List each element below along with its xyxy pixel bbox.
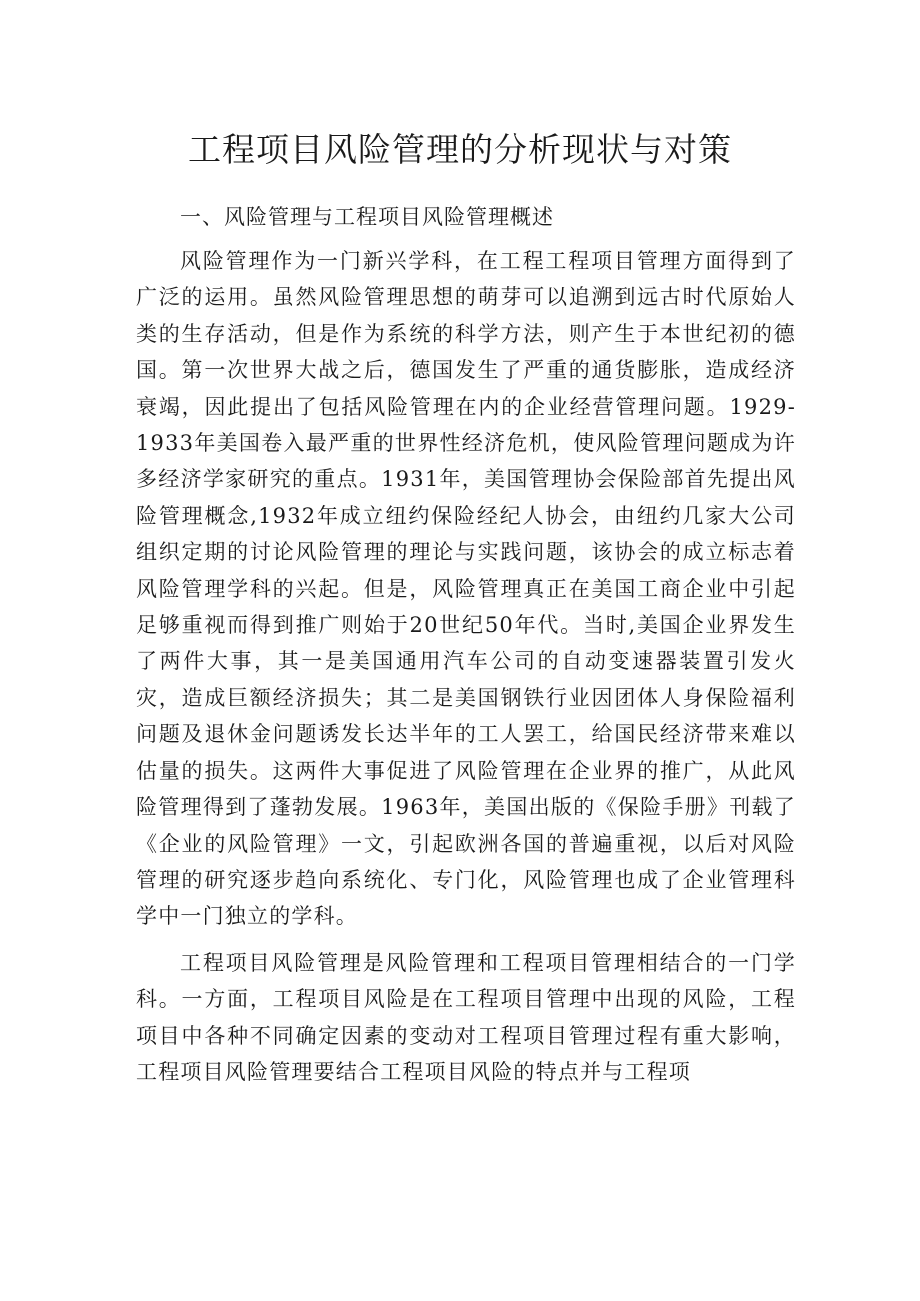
document-body [136, 199, 796, 1100]
paragraph-1: 风险管理作为一门新兴学科，在工程工程项目管理方面得到了广泛的运用。虽然风险管理思想的萌芽可以追溯到远古时代原始人类的生存活动，但是作为系统的科学方法，则产生于本世纪初的德国。第一次世界大战之后，德国发生了严重的通货膨胀，造成经济衰竭，因此提出了包括风险管理在内的企业经营管理问题。1929-1933年美国卷入最严重的世界性经济危机，使风险管理问题成为许多经济学家研究的重点。1931年，美国管理协会保险部首先提出风险管理概念,1932年成立纽约保险经纪人协会，由纽约几家大公司组织定期的讨论风险管理的理论与实践问题，该协会的成立标志着风险管理学科的兴起。但是，风险管理真正在美国工商企业中引起足够重视而得到推广则始于20世纪50年代。当时,美国企业界发生了两件大事，其一是美国通用汽车公司的自动变速器装置引发火灾，造成巨额经济损失；其二是美国钢铁行业因团体人身保险福利问题及退休金问题诱发长达半年的工人罢工，给国民经济带来难以估量的损失。这两件大事促进了风险管理在企业界的推广，从此风险管理得到了蓬勃发展。1963年，美国出版的《保险手册》刊载了《企业的风险管理》一文，引起欧洲各国的普遍重视，以后对风险管理的研究逐步趋向系统化、专门化，风险管理也成了企业管理科学中一门独立的学科。 [136, 249, 796, 929]
document-title: 工程项目风险管理的分析现状与对策 [188, 130, 732, 169]
paragraph-2: 工程项目风险管理是风险管理和工程项目管理相结合的一门学科。一方面，工程项目风险是在工程项目管理中出现的风险，工程项目中各种不同确定因素的变动对工程项目管理过程有重大影响，工程项目风险管理要结合工程项目风险的特点并与工程项 [136, 950, 796, 1084]
section-heading: 一、风险管理与工程项目风险管理概述 [180, 205, 554, 229]
